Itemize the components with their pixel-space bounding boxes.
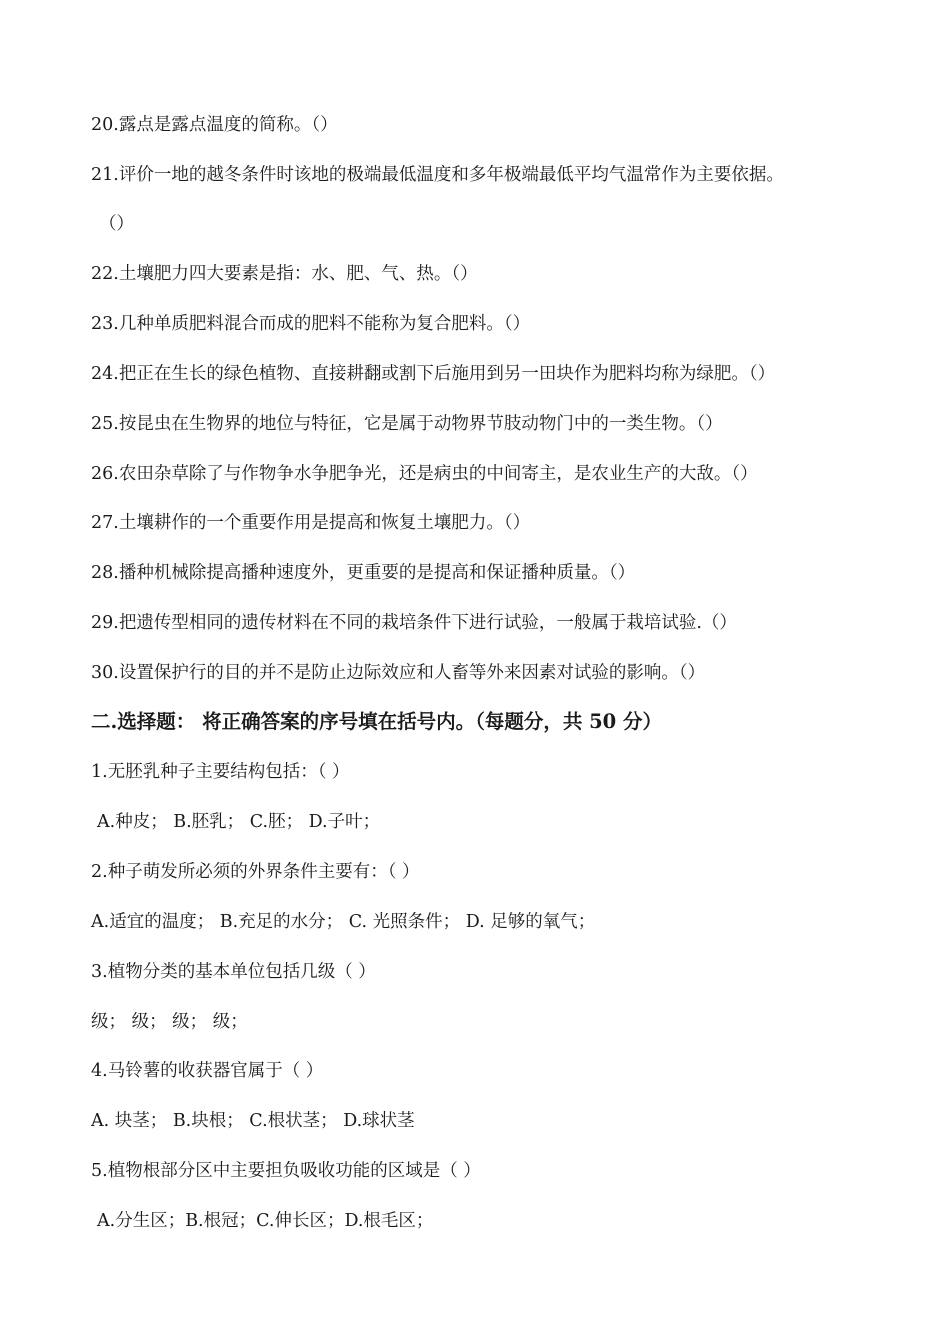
- question-26: 26.农田杂草除了与作物争水争肥争光，还是病虫的中间寄主，是农业生产的大敌。（）: [91, 464, 758, 484]
- choice-options-3: 级； 级； 级； 级；: [91, 1012, 248, 1032]
- question-23: 23.几种单质肥料混合而成的肥料不能称为复合肥料。（）: [91, 314, 531, 334]
- question-29: 29.把遗传型相同的遗传材料在不同的栽培条件下进行试验，一般属于栽培试验.（）: [91, 613, 737, 633]
- choice-question-4: 4.马铃薯的收获器官属于（ ）: [91, 1061, 324, 1081]
- choice-options-4: A. 块茎； B.块根； C.根状茎； D.球状茎: [91, 1111, 415, 1131]
- question-25: 25.按昆虫在生物界的地位与特征，它是属于动物界节肢动物门中的一类生物。（）: [91, 414, 723, 434]
- question-24: 24.把正在生长的绿色植物、直接耕翻或割下后施用到另一田块作为肥料均称为绿肥。（）: [91, 364, 776, 384]
- choice-question-1: 1.无胚乳种子主要结构包括：（ ）: [91, 762, 350, 782]
- question-20: 20.露点是露点温度的简称。（）: [91, 115, 338, 135]
- question-28: 28.播种机械除提高播种速度外，更重要的是提高和保证播种质量。（）: [91, 563, 636, 583]
- section-heading: 二.选择题： 将正确答案的序号填在括号内。（每题分，共 50 分）: [91, 710, 663, 733]
- choice-question-5: 5.植物根部分区中主要担负吸收功能的区域是（ ）: [91, 1161, 481, 1181]
- choice-question-3: 3.植物分类的基本单位包括几级（ ）: [91, 962, 376, 982]
- question-30: 30.设置保护行的目的并不是防止边际效应和人畜等外来因素对试验的影响。（）: [91, 663, 706, 683]
- question-22: 22.土壤肥力四大要素是指：水、肥、气、热。（）: [91, 264, 478, 284]
- choice-options-2: A.适宜的温度； B.充足的水分； C. 光照条件； D. 足够的氧气；: [91, 912, 596, 932]
- choice-options-1: A.种皮； B.胚乳； C.胚； D.子叶；: [97, 812, 381, 832]
- question-21: 21.评价一地的越冬条件时该地的极端最低温度和多年极端最低平均气温常作为主要依据。: [91, 165, 784, 185]
- choice-question-2: 2.种子萌发所必须的外界条件主要有：（ ）: [91, 862, 420, 882]
- choice-options-5: A.分生区；B.根冠；C.伸长区；D.根毛区；: [97, 1211, 434, 1231]
- question-21-answer-paren: （）: [99, 214, 134, 234]
- question-27: 27.土壤耕作的一个重要作用是提高和恢复土壤肥力。（）: [91, 513, 531, 533]
